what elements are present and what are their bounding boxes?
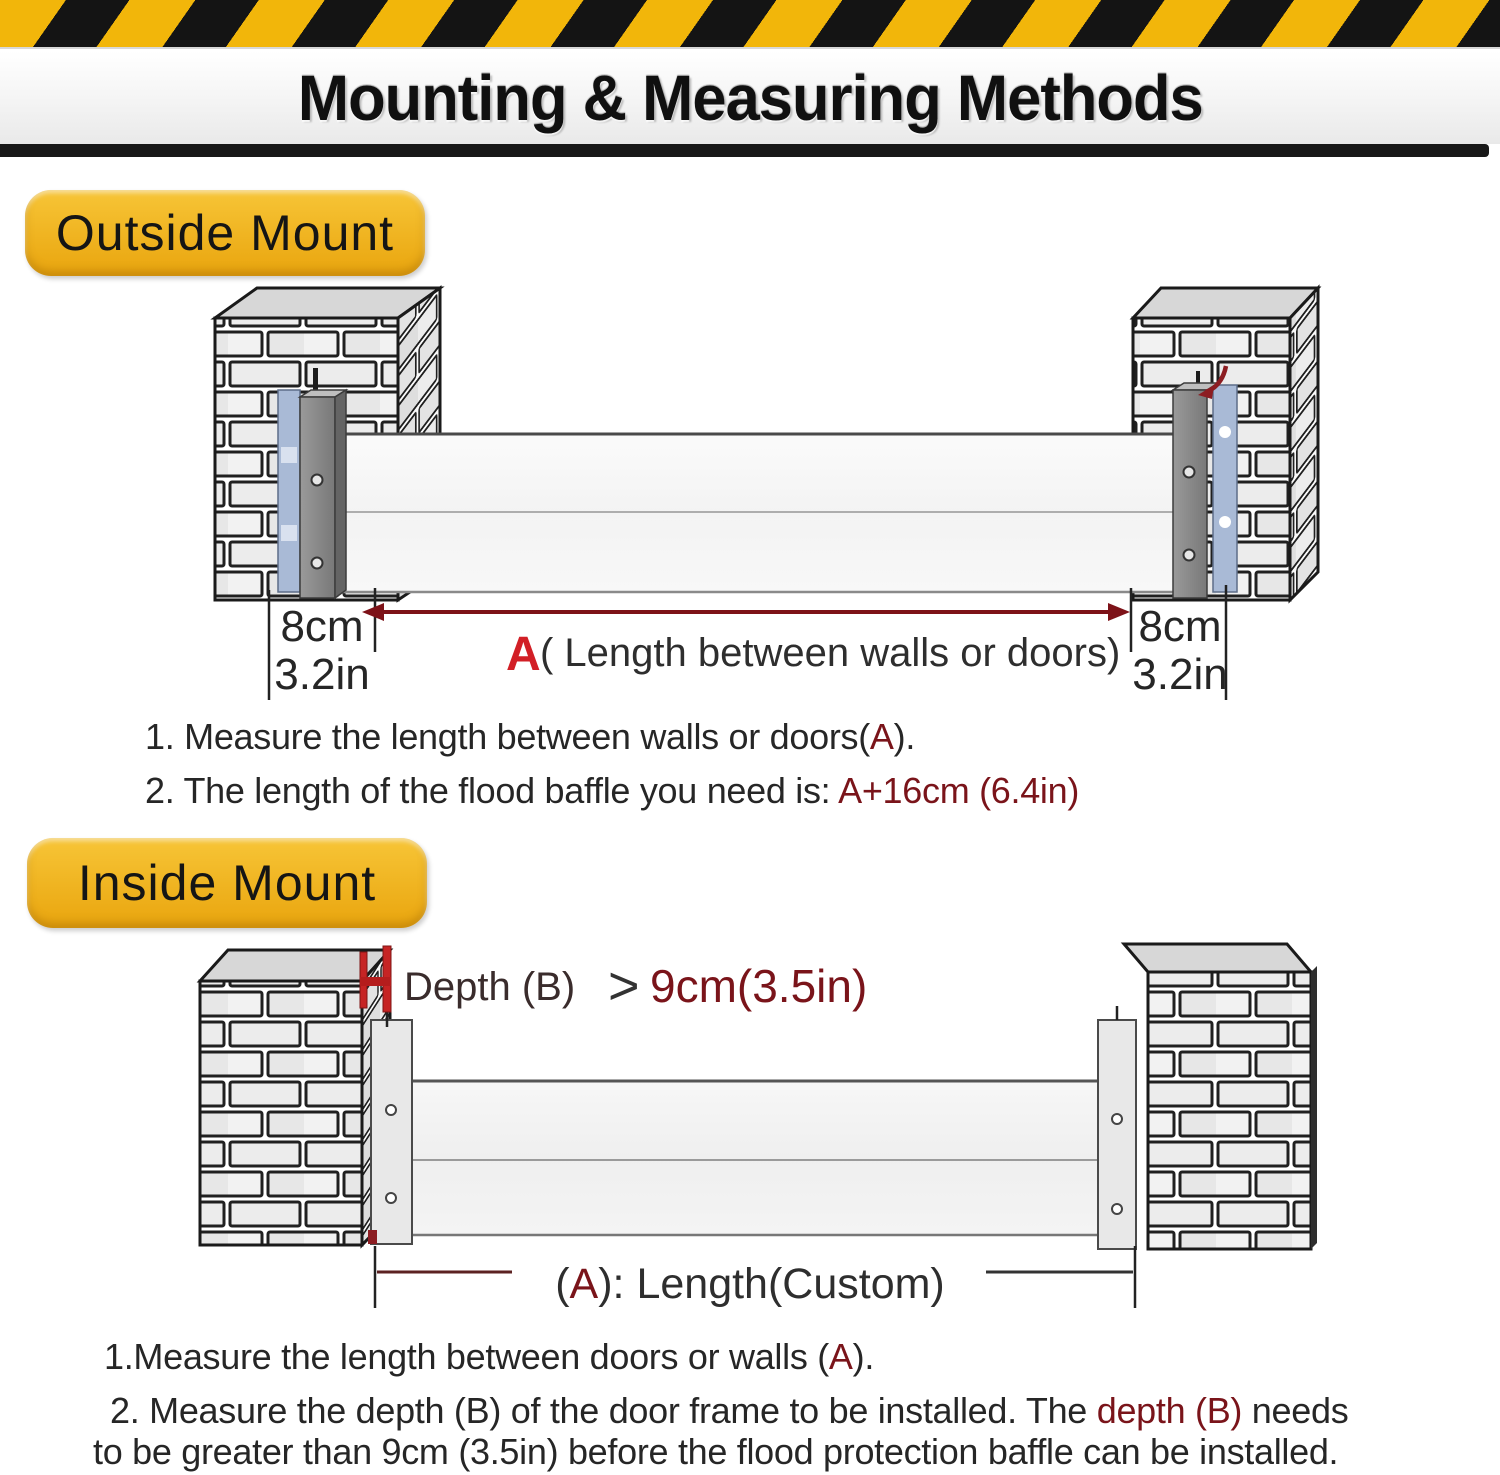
dim-label-accent: A: [506, 628, 541, 681]
text-run: to be greater than 9cm (3.5in) before the flood protection baffle can be installed.: [93, 1431, 1339, 1472]
arrowhead-left: [362, 603, 384, 621]
plate-red-mark: [368, 1230, 377, 1244]
inside-dimension: [375, 1246, 1135, 1308]
text-run: ): Length(Custom): [598, 1260, 945, 1308]
pillar-side-face: [1290, 288, 1318, 600]
dim-label-text: ( Length between walls or doors): [540, 631, 1121, 675]
channel-side: [335, 390, 346, 598]
seal-strip: [1213, 385, 1237, 592]
inside-instruction-2: [110, 1390, 1348, 1432]
depth-marker-crossbar: [360, 977, 391, 986]
badge-outside-label: Outside Mount: [55, 205, 395, 261]
title-banner: [0, 51, 1500, 144]
header-divider-bar: [0, 144, 1489, 157]
greater-than-sign: >: [608, 956, 640, 1016]
seal-strip-mark: [281, 525, 297, 541]
section-badge-outside-mount: [25, 190, 425, 276]
accent-run: A: [869, 716, 894, 757]
left-offset-cm: 8cm: [280, 602, 364, 651]
plate: [371, 1020, 412, 1244]
seal-strip-dot: [1219, 426, 1231, 438]
inside-instruction-1: [104, 1336, 874, 1378]
arrowhead-right: [1108, 603, 1130, 621]
outside-dimension: [269, 585, 1228, 700]
badge-inside-label: Inside Mount: [77, 855, 377, 911]
outside-instruction-1: [145, 716, 915, 758]
text-run: ).: [893, 716, 916, 757]
baffle-body: [412, 1080, 1098, 1235]
inside-dim-label: [555, 1260, 945, 1308]
left-offset-in: 3.2in: [274, 650, 370, 699]
accent-run: A: [828, 1336, 853, 1377]
pillar-edge: [1311, 966, 1317, 1249]
right-offset-cm: 8cm: [1138, 602, 1222, 651]
screw-hole: [1184, 467, 1195, 478]
screw-hole: [1184, 550, 1195, 561]
seal-strip-dot: [1219, 516, 1231, 528]
right-mount-plate: [1098, 1006, 1136, 1249]
inside-right-pillar: [1124, 944, 1317, 1249]
outside-mount-diagram: [0, 283, 1500, 703]
page-title: Mounting & Measuring Methods: [297, 61, 1203, 134]
channel-front: [1173, 390, 1207, 598]
flood-baffle-panel: [335, 433, 1180, 593]
screw-hole: [386, 1193, 396, 1203]
left-mount-channel: [278, 368, 346, 598]
screw-hole: [1112, 1114, 1122, 1124]
caution-stripe-band: [0, 0, 1500, 49]
accent-run: A: [569, 1260, 599, 1308]
flood-baffle-panel: [412, 1080, 1098, 1235]
right-offset-in: 3.2in: [1132, 650, 1228, 699]
text-run: (: [555, 1260, 570, 1308]
text-run: 2. Measure the depth (B) of the door frame to be installed. The: [110, 1390, 1097, 1431]
text-run: ).: [852, 1336, 875, 1377]
screw-hole: [1112, 1204, 1122, 1214]
outside-instruction-2: [145, 770, 1079, 812]
accent-run: depth (B): [1096, 1390, 1243, 1431]
pillar-front-face: [200, 981, 362, 1245]
text-run: 2. The length of the flood baffle you need is:: [145, 770, 839, 811]
accent-run: A+16cm (6.4in): [838, 770, 1080, 811]
depth-note: [404, 956, 867, 1016]
depth-note-value: 9cm(3.5in): [650, 960, 868, 1012]
screw-hole: [312, 475, 323, 486]
text-run: 1.Measure the length between doors or walls (: [104, 1336, 829, 1377]
pillar-top-face: [1124, 944, 1311, 972]
section-badge-inside-mount: [27, 838, 427, 928]
seal-strip: [278, 390, 300, 592]
depth-note-label: Depth (B): [404, 965, 576, 1009]
right-mount-channel: [1173, 366, 1237, 598]
text-run: 1. Measure the length between walls or doors(: [145, 716, 870, 757]
inside-instruction-2-continued: [93, 1431, 1338, 1473]
screw-hole: [312, 558, 323, 569]
seal-strip-mark: [281, 447, 297, 463]
inside-mount-diagram: [0, 935, 1500, 1335]
pillar-front-face: [1148, 972, 1311, 1249]
pillar-top-face: [1133, 288, 1318, 318]
text-run: needs: [1242, 1390, 1349, 1431]
screw-hole: [386, 1105, 396, 1115]
